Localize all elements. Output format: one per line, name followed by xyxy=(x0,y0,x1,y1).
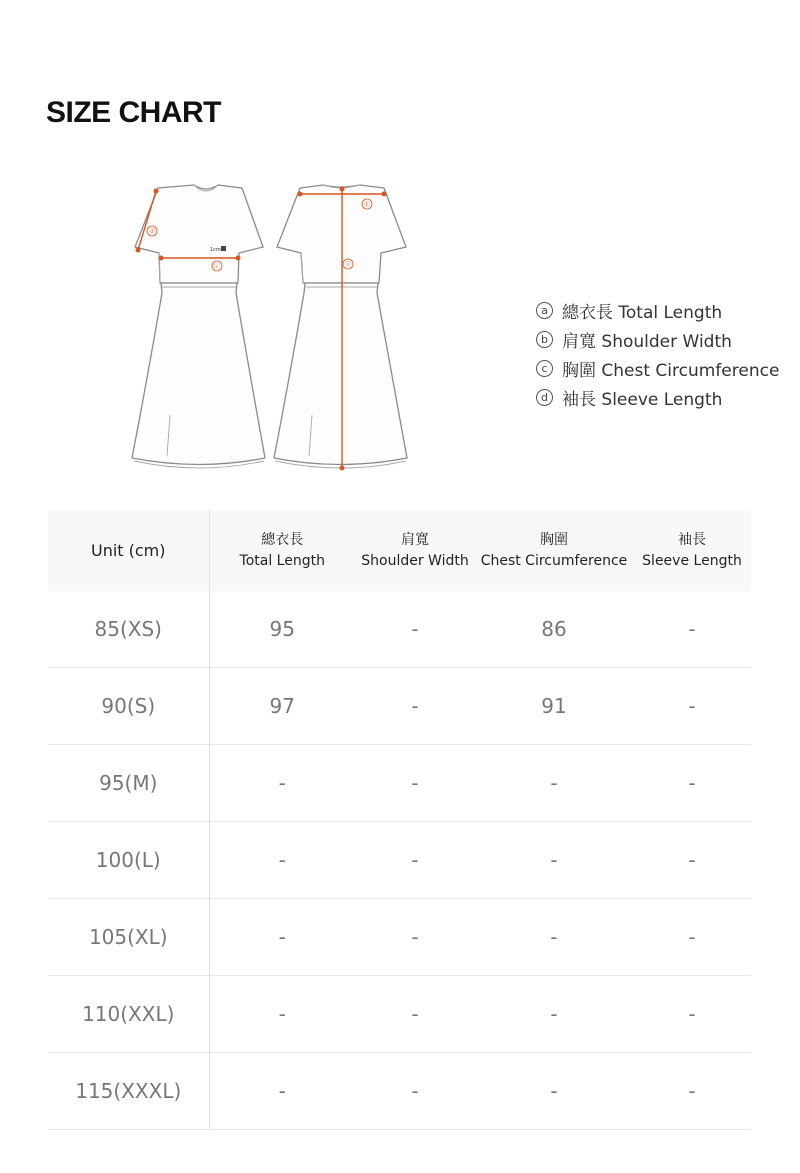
legend-mark-a: a xyxy=(536,302,553,319)
dress-illustration xyxy=(120,175,420,480)
shoulder-width-cell: - xyxy=(355,591,475,668)
size-table xyxy=(48,510,751,1130)
marker-b: ⓑ xyxy=(363,200,371,209)
column-header-chest-circumference xyxy=(475,510,633,591)
legend-mark-d: d xyxy=(536,389,553,406)
shoulder-width-cell: - xyxy=(355,822,475,899)
column-header-zh: 總衣長 xyxy=(261,531,304,548)
shoulder-width-cell: - xyxy=(355,668,475,745)
marker-c: ⓒ xyxy=(213,262,221,271)
legend-mark-b: b xyxy=(536,331,553,348)
sleeve-length-cell: - xyxy=(633,668,751,745)
column-header-shoulder-width xyxy=(355,510,475,591)
table-row xyxy=(48,591,751,668)
marker-d: ⓓ xyxy=(148,227,156,236)
marker-a: ⓐ xyxy=(344,260,352,269)
total-length-cell: - xyxy=(209,745,355,822)
legend-mark-c: c xyxy=(536,360,553,377)
column-header-zh: 胸圍 xyxy=(540,531,568,548)
size-cell: 90(S) xyxy=(48,668,209,745)
legend-label: 胸圍 Chest Circumference xyxy=(562,361,780,381)
column-header-en: Total Length xyxy=(239,552,325,569)
table-row xyxy=(48,745,751,822)
size-cell: 115(XXXL) xyxy=(48,1053,209,1130)
total-length-cell: - xyxy=(209,976,355,1053)
legend-item-sleeve-length xyxy=(536,383,779,412)
shoulder-width-cell: - xyxy=(355,745,475,822)
column-header-en: Sleeve Length xyxy=(642,552,742,569)
size-cell: 110(XXL) xyxy=(48,976,209,1053)
legend-item-shoulder-width xyxy=(536,325,779,354)
legend-label: 袖長 Sleeve Length xyxy=(562,390,723,410)
legend-label: 肩寬 Shoulder Width xyxy=(562,332,732,352)
total-length-cell: - xyxy=(209,899,355,976)
measurement-legend xyxy=(536,296,779,412)
chest-circumference-cell: - xyxy=(475,745,633,822)
sleeve-length-cell: - xyxy=(633,976,751,1053)
sleeve-length-cell: - xyxy=(633,899,751,976)
chest-circumference-cell: 91 xyxy=(475,668,633,745)
sleeve-length-cell: - xyxy=(633,822,751,899)
chest-circumference-cell: - xyxy=(475,1053,633,1130)
column-header-total-length xyxy=(209,510,355,591)
table-row xyxy=(48,899,751,976)
table-row xyxy=(48,1053,751,1130)
shoulder-width-cell: - xyxy=(355,899,475,976)
column-header-en: Chest Circumference xyxy=(480,552,628,569)
total-length-cell: 97 xyxy=(209,668,355,745)
sleeve-length-cell: - xyxy=(633,1053,751,1130)
table-row xyxy=(48,668,751,745)
total-length-cell: 95 xyxy=(209,591,355,668)
column-header-zh: 袖長 xyxy=(678,531,706,548)
column-header-en: Shoulder Width xyxy=(361,552,469,569)
table-row xyxy=(48,822,751,899)
legend-item-chest-circumference xyxy=(536,354,779,383)
size-cell: 85(XS) xyxy=(48,591,209,668)
table-header-row xyxy=(48,510,751,591)
column-header-sleeve-length xyxy=(633,510,751,591)
size-cell: 100(L) xyxy=(48,822,209,899)
size-tag-label: 1cm xyxy=(210,247,221,253)
page-title: SIZE CHART xyxy=(46,96,221,129)
column-header-zh: 肩寬 xyxy=(401,531,429,548)
chest-circumference-cell: - xyxy=(475,899,633,976)
dress-diagram xyxy=(120,175,420,480)
total-length-cell: - xyxy=(209,1053,355,1130)
chest-circumference-cell: 86 xyxy=(475,591,633,668)
legend-label: 總衣長 Total Length xyxy=(562,303,723,323)
size-cell: 95(M) xyxy=(48,745,209,822)
legend-item-total-length xyxy=(536,296,779,325)
sleeve-length-cell: - xyxy=(633,591,751,668)
shoulder-width-cell: - xyxy=(355,976,475,1053)
unit-header: Unit (cm) xyxy=(48,510,209,591)
sleeve-length-cell: - xyxy=(633,745,751,822)
table-row xyxy=(48,976,751,1053)
chest-circumference-cell: - xyxy=(475,822,633,899)
shoulder-width-cell: - xyxy=(355,1053,475,1130)
chest-circumference-cell: - xyxy=(475,976,633,1053)
total-length-cell: - xyxy=(209,822,355,899)
size-cell: 105(XL) xyxy=(48,899,209,976)
